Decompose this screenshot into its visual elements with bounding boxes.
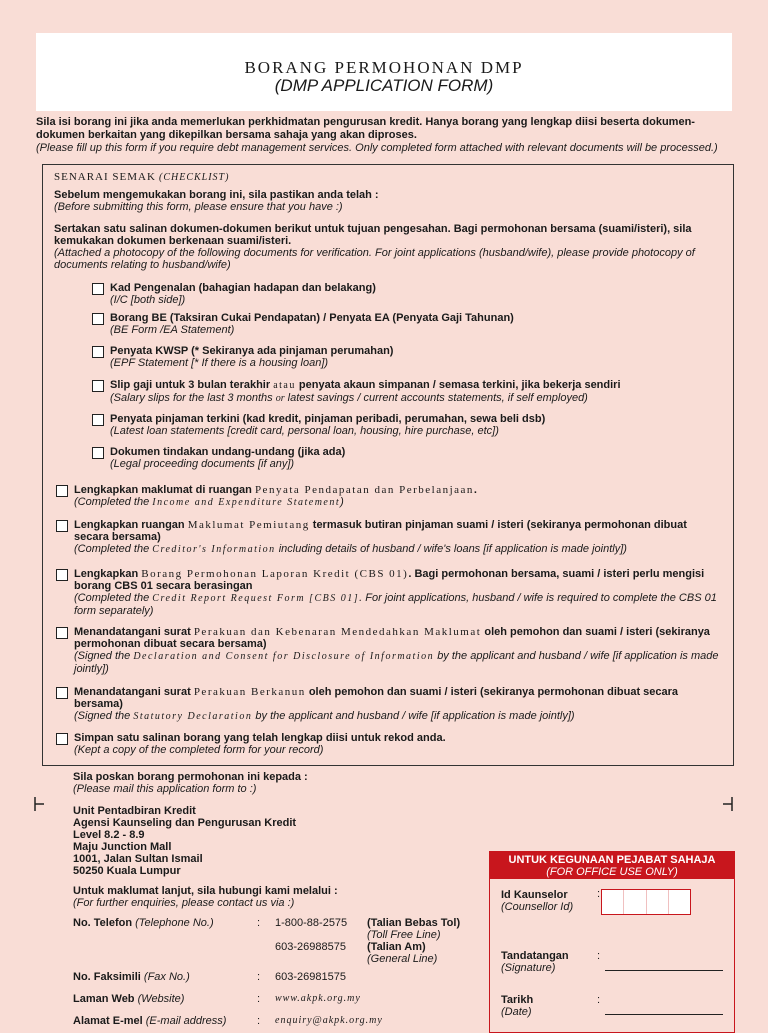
office-header-english: (FOR OFFICE USE ONLY) bbox=[546, 866, 678, 878]
item-consent-english-b: by the applicant and husband / wife [if application is made jointly]) bbox=[74, 650, 719, 675]
phone-general-type bbox=[367, 941, 437, 965]
checklist-heading-malay: SENARAI SEMAK bbox=[54, 171, 156, 183]
before-submit-malay: Sebelum mengemukakan borang ini, sila pastikan anda telah : bbox=[54, 189, 379, 201]
toll-free-malay: (Talian Bebas Tol) bbox=[367, 917, 461, 929]
website-label: Laman Web bbox=[73, 993, 135, 1005]
date-colon: : bbox=[597, 994, 601, 1006]
item-consent-malay-a: Menandatangani surat bbox=[74, 626, 191, 638]
doc-item-legal bbox=[110, 446, 710, 470]
phone-toll-free-value: 1-800-88-2575 bbox=[275, 917, 348, 929]
toll-free-english: (Toll Free Line) bbox=[367, 929, 441, 941]
date-field[interactable] bbox=[605, 1014, 723, 1015]
mailing-section bbox=[73, 771, 483, 909]
counsellor-id-malay: Id Kaunselor bbox=[501, 889, 568, 901]
item-keep-copy-malay: Simpan satu salinan borang yang telah lengkap diisi untuk rekod anda. bbox=[74, 732, 446, 744]
address-line: 1001, Jalan Sultan Ismail bbox=[73, 853, 203, 865]
signature-label bbox=[501, 950, 569, 974]
email-link[interactable]: enquiry@akpk.org.my bbox=[275, 1015, 383, 1026]
doc-item-ic bbox=[110, 282, 710, 306]
phone-colon: : bbox=[257, 917, 261, 929]
contact-heading-english: (For further enquiries, please contact us via :) bbox=[73, 897, 295, 909]
intro-text bbox=[36, 116, 736, 155]
counsellor-id-cell[interactable] bbox=[647, 890, 669, 914]
office-use-box bbox=[489, 851, 735, 1033]
checkbox-doc-epf[interactable] bbox=[92, 346, 104, 358]
item-creditor-malay-form: Maklumat Pemiutang bbox=[187, 519, 310, 531]
crop-mark-left-icon bbox=[34, 797, 44, 811]
mail-heading-malay: Sila poskan borang permohonan ini kepada : bbox=[73, 771, 308, 783]
address-line: Maju Junction Mall bbox=[73, 841, 172, 853]
item-consent-letter bbox=[74, 626, 724, 675]
item-statutory-declaration bbox=[74, 686, 724, 723]
attach-docs-english: (Attached a photocopy of the following documents for verification. For joint applications (husband/wife), please provide photocopy of documents relating to husband/wife) bbox=[54, 247, 695, 271]
doc-salary-malay-b: penyata akaun simpanan / semasa terkini, jika bekerja sendiri bbox=[298, 379, 621, 391]
item-income-malay-a: Lengkapkan maklumat di ruangan bbox=[74, 484, 252, 496]
before-submit-english: (Before submitting this form, please ensure that you have :) bbox=[54, 201, 343, 213]
signature-malay: Tandatangan bbox=[501, 950, 569, 962]
item-cbs01 bbox=[74, 568, 724, 617]
item-consent-english-form: Declaration and Consent for Disclosure of Information bbox=[133, 651, 435, 662]
crop-mark-right-icon bbox=[723, 797, 733, 811]
doc-ic-malay: Kad Pengenalan (bahagian hadapan dan belakang) bbox=[110, 282, 376, 294]
item-income-english-b: ) bbox=[340, 496, 344, 508]
checkbox-doc-be-form[interactable] bbox=[92, 313, 104, 325]
item-income-statement bbox=[74, 484, 724, 509]
item-statutory-malay-b: oleh pemohon dan suami / isteri (sekiranya permohonan dibuat secara bersama) bbox=[74, 686, 679, 710]
checkbox-doc-salary-slip[interactable] bbox=[92, 380, 104, 392]
item-consent-malay-b: oleh pemohon dan suami / isteri (sekiranya permohonan dibuat secara bersama) bbox=[74, 626, 710, 650]
mail-heading-english: (Please mail this application form to :) bbox=[73, 783, 257, 795]
checklist-heading bbox=[54, 171, 229, 184]
doc-ic-english: (I/C [both side]) bbox=[110, 294, 186, 306]
fax-label: No. Faksimili bbox=[73, 971, 141, 983]
email-row bbox=[73, 1015, 226, 1027]
signature-colon: : bbox=[597, 950, 601, 962]
email-label-english: (E-mail address) bbox=[145, 1015, 227, 1027]
general-line-english: (General Line) bbox=[367, 953, 438, 965]
item-consent-malay-form: Perakuan dan Kebenaran Mendedahkan Maklumat bbox=[193, 626, 482, 638]
date-label bbox=[501, 994, 533, 1018]
item-creditor-english-a: (Completed the bbox=[74, 543, 150, 555]
counsellor-id-label bbox=[501, 889, 573, 913]
doc-salary-english-b: latest savings / current accounts statements, if self employed) bbox=[287, 392, 588, 404]
doc-be-malay: Borang BE (Taksiran Cukai Pendapatan) / Penyata EA (Penyata Gaji Tahunan) bbox=[110, 312, 514, 324]
fax-colon: : bbox=[257, 971, 261, 983]
item-creditor-english-b: including details of husband / wife's loans [if application is made jointly]) bbox=[278, 543, 627, 555]
fax-label-english: (Fax No.) bbox=[143, 971, 190, 983]
office-header-malay: UNTUK KEGUNAAN PEJABAT SAHAJA bbox=[508, 854, 716, 866]
item-statutory-english-a: (Signed the bbox=[74, 710, 131, 722]
doc-loan-english: (Latest loan statements [credit card, personal loan, housing, hire purchase, etc]) bbox=[110, 425, 499, 437]
website-label-english: (Website) bbox=[137, 993, 185, 1005]
date-english: (Date) bbox=[501, 1006, 532, 1018]
doc-epf-english: (EPF Statement [* If there is a housing loan]) bbox=[110, 357, 329, 369]
phone-label: No. Telefon bbox=[73, 917, 133, 929]
item-statutory-english-form: Statutory Declaration bbox=[133, 711, 253, 722]
doc-epf-malay: Penyata KWSP (* Sekiranya ada pinjaman perumahan) bbox=[110, 345, 394, 357]
doc-legal-malay: Dokumen tindakan undang-undang (jika ada) bbox=[110, 446, 346, 458]
item-cbs01-english-a: (Completed the bbox=[74, 592, 150, 604]
item-creditor-malay-b: termasuk butiran pinjaman suami / isteri (sekiranya permohonan dibuat secara bersama) bbox=[74, 519, 687, 543]
attach-docs-malay: Sertakan satu salinan dokumen-dokumen berikut untuk tujuan pengesahan. Bagi permohonan bersama (suami/isteri), sila kemukakan dokumen berkenaan suami/isteri. bbox=[54, 223, 692, 247]
doc-legal-english: (Legal proceeding documents [if any]) bbox=[110, 458, 295, 470]
office-use-header bbox=[490, 852, 734, 879]
counsellor-id-input[interactable] bbox=[601, 889, 691, 915]
doc-item-salary-slip bbox=[110, 379, 720, 405]
website-colon: : bbox=[257, 993, 261, 1005]
doc-item-be-form bbox=[110, 312, 710, 336]
counsellor-id-cell[interactable] bbox=[624, 890, 646, 914]
signature-english: (Signature) bbox=[501, 962, 556, 974]
attach-docs-text bbox=[54, 223, 724, 271]
item-cbs01-english-b: . For joint applications, husband / wife is required to complete the CBS 01 form separately) bbox=[74, 592, 717, 617]
doc-be-english: (BE Form /EA Statement) bbox=[110, 324, 235, 336]
fax-value: 603-26981575 bbox=[275, 971, 346, 983]
item-income-malay-form: Penyata Pendapatan dan Perbelanjaan bbox=[254, 484, 474, 496]
date-malay: Tarikh bbox=[501, 994, 534, 1006]
intro-english: (Please fill up this form if you require debt management services. Only completed form attached with relevant documents will be processed.) bbox=[36, 142, 718, 154]
checkbox-doc-loan-statement[interactable] bbox=[92, 414, 104, 426]
doc-loan-malay: Penyata pinjaman terkini (kad kredit, pinjaman peribadi, perumahan, sewa beli dsb) bbox=[110, 413, 546, 425]
phone-general-value: 603-26988575 bbox=[275, 941, 346, 953]
address-line: Unit Pentadbiran Kredit bbox=[73, 805, 196, 817]
intro-malay: Sila isi borang ini jika anda memerlukan perkhidmatan pengurusan kredit. Hanya borang yang lengkap diisi beserta dokumen-dokumen berkaitan yang dikepilkan bersama sahaja yang akan diproses. bbox=[36, 116, 695, 141]
doc-salary-malay-a: Slip gaji untuk 3 bulan terakhir bbox=[110, 379, 271, 391]
item-statutory-malay-a: Menandatangani surat bbox=[74, 686, 191, 698]
phone-toll-free-type bbox=[367, 917, 460, 941]
item-statutory-malay-form: Perakuan Berkanun bbox=[193, 686, 306, 698]
checkbox-income-statement[interactable] bbox=[56, 485, 68, 497]
item-creditor-malay-a: Lengkapkan ruangan bbox=[74, 519, 185, 531]
counsellor-id-cell[interactable] bbox=[669, 890, 690, 914]
signature-field[interactable] bbox=[605, 970, 723, 971]
phone-row bbox=[73, 917, 214, 929]
checkbox-creditor-info[interactable] bbox=[56, 520, 68, 532]
doc-item-loan-statement bbox=[110, 413, 710, 437]
counsellor-id-english: (Counsellor Id) bbox=[501, 901, 574, 913]
phone-label-english: (Telephone No.) bbox=[135, 917, 214, 929]
item-keep-copy bbox=[74, 732, 724, 756]
item-income-english-a: (Completed the bbox=[74, 496, 150, 508]
form-title-malay: BORANG PERMOHONAN DMP bbox=[244, 58, 524, 77]
form-title-english: (DMP APPLICATION FORM) bbox=[274, 76, 494, 95]
item-cbs01-malay-a: Lengkapkan bbox=[74, 568, 139, 580]
checkbox-doc-ic[interactable] bbox=[92, 283, 104, 295]
doc-item-epf bbox=[110, 345, 710, 369]
item-income-english-form: Income and Expenditure Statement bbox=[152, 497, 341, 508]
checklist-heading-english: (CHECKLIST) bbox=[159, 172, 230, 183]
doc-salary-english-or: or bbox=[275, 393, 285, 404]
website-link[interactable]: www.akpk.org.my bbox=[275, 993, 361, 1004]
item-statutory-english-b: by the applicant and husband / wife [if application is made jointly]) bbox=[255, 710, 575, 722]
item-creditor-info bbox=[74, 519, 724, 556]
contact-heading-malay: Untuk maklumat lanjut, sila hubungi kami melalui : bbox=[73, 885, 338, 897]
doc-salary-malay-or: atau bbox=[273, 380, 296, 391]
item-consent-english-a: (Signed the bbox=[74, 650, 131, 662]
website-row bbox=[73, 993, 184, 1005]
address-line: 50250 Kuala Lumpur bbox=[73, 865, 181, 877]
item-cbs01-english-form: Credit Report Request Form [CBS 01] bbox=[152, 593, 360, 604]
address-line: Level 8.2 - 8.9 bbox=[73, 829, 145, 841]
checklist-section bbox=[42, 164, 734, 766]
checkbox-keep-copy[interactable] bbox=[56, 733, 68, 745]
checkbox-cbs01[interactable] bbox=[56, 569, 68, 581]
item-income-malay-b: . bbox=[473, 484, 477, 496]
item-cbs01-malay-form: Borang Permohonan Laporan Kredit (CBS 01) bbox=[141, 568, 409, 580]
form-header bbox=[36, 33, 732, 111]
item-cbs01-malay-b: . Bagi permohonan bersama, suami / isteri perlu mengisi borang CBS 01 secara berasingan bbox=[74, 568, 705, 592]
checkbox-consent-letter[interactable] bbox=[56, 627, 68, 639]
general-line-malay: (Talian Am) bbox=[367, 941, 426, 953]
checkbox-statutory-declaration[interactable] bbox=[56, 687, 68, 699]
email-colon: : bbox=[257, 1015, 261, 1027]
doc-salary-english-a: (Salary slips for the last 3 months bbox=[110, 392, 273, 404]
fax-row bbox=[73, 971, 190, 983]
item-creditor-english-form: Creditor's Information bbox=[152, 544, 276, 555]
counsellor-id-cell[interactable] bbox=[602, 890, 624, 914]
address-line: Agensi Kaunseling dan Pengurusan Kredit bbox=[73, 817, 297, 829]
before-submit-text bbox=[54, 189, 724, 213]
item-keep-copy-english: (Kept a copy of the completed form for your record) bbox=[74, 744, 324, 756]
checkbox-doc-legal[interactable] bbox=[92, 447, 104, 459]
email-label: Alamat E-mel bbox=[73, 1015, 143, 1027]
counsellor-id-colon: : bbox=[597, 888, 601, 900]
